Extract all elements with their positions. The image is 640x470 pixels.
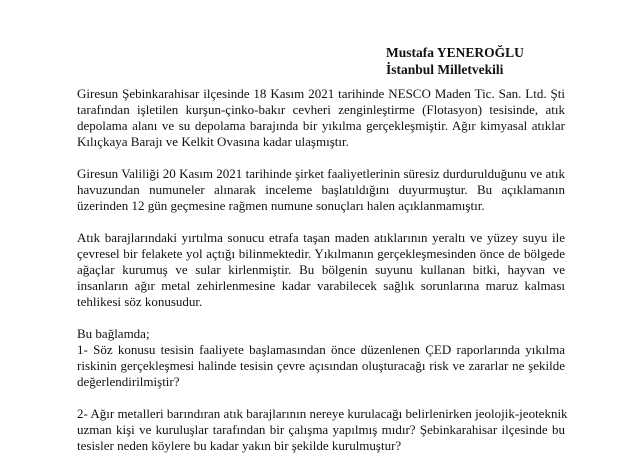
text-line: Kılıçkaya Barajı ve Kelkit Ovasına kadar ulaşmıştır.	[77, 134, 349, 149]
text-line: riskinin gerçekleşmesi halinde tesisin çevre açısından oluşturacağı risk ve zararlar ne şekilde	[77, 358, 565, 373]
text-line: Bu bağlamda;	[77, 326, 150, 341]
text-line: 2- Ağır metalleri barındıran atık barajlarının nereye kurulacağı belirlenirken jeolojik-jeoteknik	[77, 406, 568, 421]
paragraph-2	[77, 166, 565, 214]
paragraph-1	[77, 86, 565, 150]
paragraph-3	[77, 230, 565, 310]
text-line: üzerinden 12 gün geçmesine rağmen numune sonuçları halen açıklanmamıştır.	[77, 198, 485, 213]
text-line: 1- Söz konusu tesisin faaliyete başlamasından önce düzenlenen ÇED raporlarında yıkılma	[77, 342, 565, 357]
text-line: depolama alanı ve su depolama barajında bir yıkılma gerçekleşmiştir. Ağır kimyasal atıklar	[77, 118, 565, 133]
text-line: Giresun Valiliği 20 Kasım 2021 tarihinde şirket faaliyetlerinin süresiz durdurulduğunu ve atık	[77, 166, 565, 181]
text-line: değerlendirilmiştir?	[77, 374, 180, 389]
text-line: Atık barajlarındaki yırtılma sonucu etrafa taşan maden atıklarının yeraltı ve yüzey suyu ile	[77, 230, 565, 245]
author-block	[386, 44, 524, 78]
text-line: tesisler neden köylere bu kadar yakın bir şekilde kurulmuştur?	[77, 438, 402, 453]
document-body	[77, 86, 568, 470]
author-title: İstanbul Milletvekili	[386, 62, 504, 77]
text-line: tarafından işletilen kurşun-çinko-bakır cevheri zenginleştirme (Flotasyon) tesisinde, atık	[77, 102, 565, 117]
text-line: Giresun Şebinkarahisar ilçesinde 18 Kasım 2021 tarihinde NESCO Maden Tic. San. Ltd. Şti	[77, 86, 565, 101]
paragraph-4	[77, 326, 565, 390]
author-name: Mustafa YENEROĞLU	[386, 45, 524, 60]
text-line: uzman kişi ve kuruluşlar tarafından bir çalışma yapılmış mıdır? Şebinkarahisar ilçesinde bu	[77, 422, 565, 437]
text-line: insanların ağır metal zehirlenmesine kadar varabilecek sağlık sorunlarına maruz kalması	[77, 278, 565, 293]
text-line: tehlikesi söz konusudur.	[77, 294, 203, 309]
text-line: ağaçlar kurumuş ve sular kirlenmiştir. Bu bölgenin suyunu kullanan bitki, hayvan ve	[77, 262, 565, 277]
paragraph-5	[77, 406, 568, 454]
text-line: havuzundan numuneler alınarak inceleme başlatıldığını duyurmuştur. Bu açıklamanın	[77, 182, 565, 197]
text-line: çevresel bir felakete yol açtığı bilinmektedir. Yıkılmanın gerçekleşmesinden önce de bölgede	[77, 246, 565, 261]
